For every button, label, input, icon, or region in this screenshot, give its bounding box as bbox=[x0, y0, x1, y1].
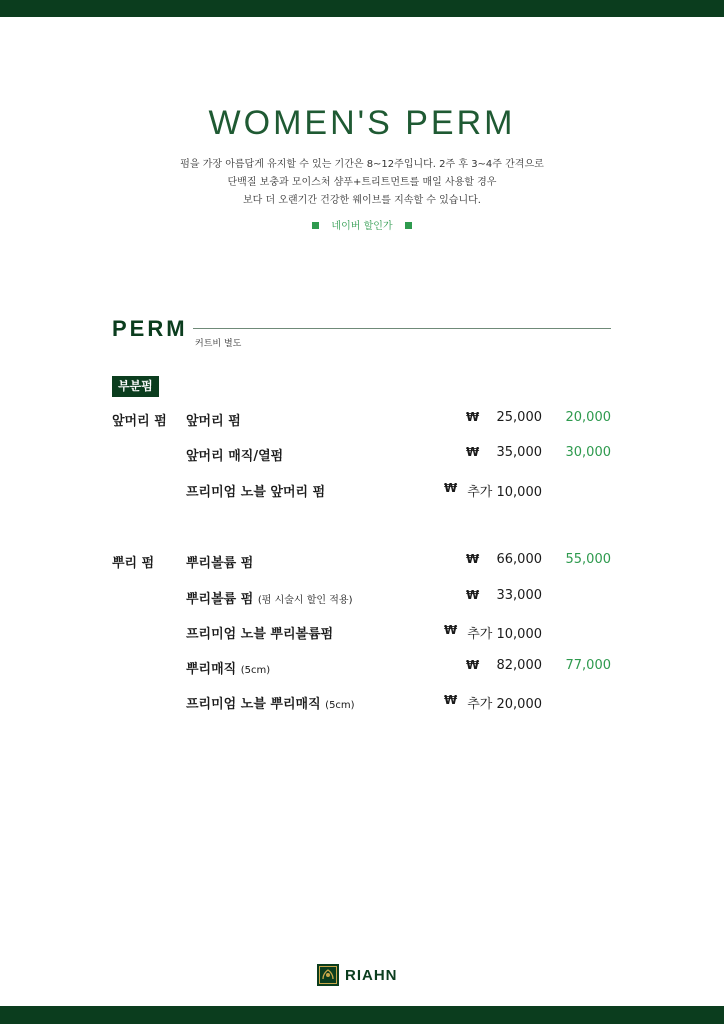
menu-row bbox=[0, 410, 724, 430]
brand-name: RIAHN bbox=[345, 966, 398, 984]
intro-line-3: 보다 더 오랜기간 건강한 웨이브를 지속할 수 있습니다. bbox=[243, 195, 481, 206]
menu-row bbox=[0, 658, 724, 678]
section-divider bbox=[193, 328, 611, 329]
menu-row bbox=[0, 445, 724, 465]
menu-row bbox=[0, 552, 724, 572]
item-name: 프리미엄 노블 뿌리매직 (5cm) bbox=[186, 697, 355, 712]
page-title: WOMEN'S PERM bbox=[208, 104, 516, 142]
item-sale-price: 30,000 bbox=[565, 445, 611, 460]
won-icon: ₩ bbox=[466, 410, 480, 424]
won-icon: ₩ bbox=[466, 445, 480, 459]
item-price: 추가 10,000 bbox=[467, 485, 542, 500]
item-price: 추가 20,000 bbox=[467, 697, 542, 712]
menu-row bbox=[0, 481, 724, 501]
item-price: 82,000 bbox=[496, 658, 542, 673]
item-name: 뿌리볼륨 펌 bbox=[186, 556, 254, 571]
menu-row bbox=[0, 623, 724, 643]
category-label: 뿌리 펌 bbox=[112, 556, 155, 571]
intro-line-2: 단백질 보충과 모이스처 샴푸+트리트먼트를 매일 사용할 경우 bbox=[227, 177, 497, 188]
item-name: 앞머리 매직/열펌 bbox=[186, 449, 284, 464]
item-price: 추가 10,000 bbox=[467, 627, 542, 642]
discount-label: 네이버 할인가 bbox=[331, 221, 393, 232]
brand-emblem-icon bbox=[317, 964, 339, 986]
won-icon: ₩ bbox=[466, 658, 480, 672]
won-icon: ₩ bbox=[466, 552, 480, 566]
square-bullet-icon bbox=[405, 222, 412, 229]
item-price: 25,000 bbox=[496, 410, 542, 425]
item-sale-price: 20,000 bbox=[565, 410, 611, 425]
bottom-bar bbox=[0, 1006, 724, 1024]
item-name: 앞머리 펌 bbox=[186, 414, 241, 429]
won-icon: ₩ bbox=[444, 693, 458, 707]
item-price: 66,000 bbox=[496, 552, 542, 567]
item-price: 33,000 bbox=[496, 588, 542, 603]
won-icon: ₩ bbox=[466, 588, 480, 602]
item-name: 뿌리볼륨 펌 (펌 시술시 할인 적용) bbox=[186, 592, 353, 607]
item-note: (5cm) bbox=[240, 665, 271, 676]
square-bullet-icon bbox=[312, 222, 319, 229]
item-note: (펌 시술시 할인 적용) bbox=[257, 595, 353, 606]
item-name: 프리미엄 노블 앞머리 펌 bbox=[186, 485, 326, 500]
menu-row bbox=[0, 588, 724, 608]
top-bar bbox=[0, 0, 724, 17]
section-heading: PERM bbox=[112, 316, 188, 341]
item-price: 35,000 bbox=[496, 445, 542, 460]
brand-logo bbox=[317, 964, 398, 986]
won-icon: ₩ bbox=[444, 481, 458, 495]
item-name: 뿌리매직 (5cm) bbox=[186, 662, 271, 677]
item-sale-price: 55,000 bbox=[565, 552, 611, 567]
item-note: (5cm) bbox=[325, 700, 355, 711]
item-name: 프리미엄 노블 뿌리볼륨펌 bbox=[186, 627, 334, 642]
cut-fee-note: 커트비 별도 bbox=[195, 339, 242, 349]
category-label: 앞머리 펌 bbox=[112, 414, 167, 429]
intro-line-1: 펌을 가장 아름답게 유지할 수 있는 기간은 8~12주입니다. 2주 후 3~4주 간격으로 bbox=[180, 159, 544, 170]
partial-perm-badge: 부분펌 bbox=[112, 376, 159, 397]
discount-legend bbox=[0, 217, 724, 232]
menu-row bbox=[0, 693, 724, 713]
item-sale-price: 77,000 bbox=[565, 658, 611, 673]
won-icon: ₩ bbox=[444, 623, 458, 637]
